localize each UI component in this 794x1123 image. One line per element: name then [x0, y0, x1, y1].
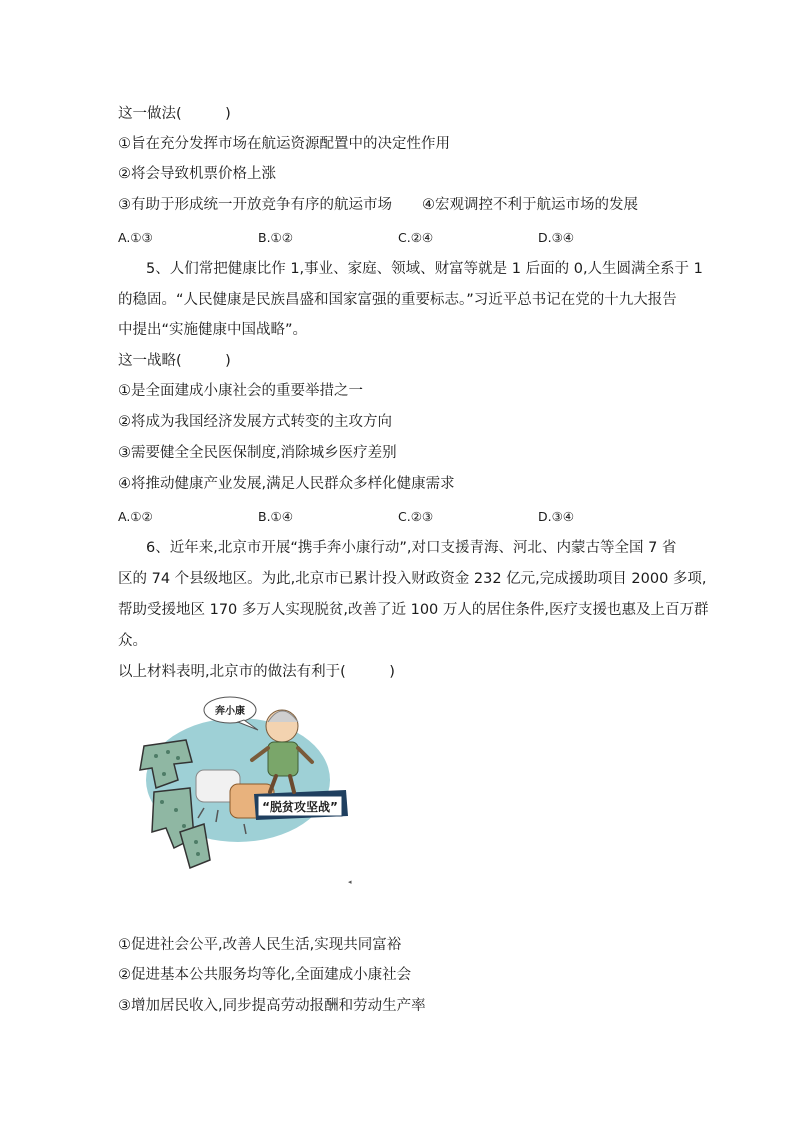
- bubble-text: 奔小康: [215, 706, 245, 717]
- q5-stem-line-2: 的稳固。“人民健康是民族昌盛和国家富强的重要标志。”习近平总书记在党的十九大报告: [118, 292, 677, 308]
- q4-item-3: ③有助于形成统一开放竞争有序的航运市场: [118, 197, 392, 213]
- q6-stem-line-4: 众。: [118, 633, 147, 649]
- q4-option-c[interactable]: C.②④: [398, 230, 434, 245]
- q4-option-d[interactable]: D.③④: [538, 230, 575, 245]
- q4-item-4: ④宏观调控不利于航运市场的发展: [422, 197, 638, 213]
- q6-item-2: ②促进基本公共服务均等化,全面建成小康社会: [118, 967, 412, 983]
- q5-option-b[interactable]: B.①④: [258, 509, 293, 524]
- q5-question: 这一战略( ): [118, 353, 231, 369]
- banner-text: “脱贫攻坚战”: [262, 800, 338, 814]
- battle-banner: [254, 790, 348, 820]
- q5-item-2: ②将成为我国经济发展方式转变的主攻方向: [118, 414, 392, 430]
- q5-item-3: ③需要健全全民医保制度,消除城乡医疗差别: [118, 445, 397, 461]
- q4-option-a[interactable]: A.①③: [118, 230, 153, 245]
- q6-stem-line-1: 6、近年来,北京市开展“携手奔小康行动”,对口支援青海、河北、内蒙古等全国 7 省: [146, 540, 677, 556]
- q6-stem-line-3: 帮助受援地区 170 多万人实现脱贫,改善了近 100 万人的居住条件,医疗支援也惠及上百万群: [118, 602, 709, 618]
- q4-item-2: ②将会导致机票价格上涨: [118, 166, 276, 182]
- q4-option-b[interactable]: B.①②: [258, 230, 293, 245]
- q5-item-4: ④将推动健康产业发展,满足人民群众多样化健康需求: [118, 476, 455, 492]
- q4-stem-end: 这一做法( ): [118, 106, 231, 122]
- q5-stem-line-3: 中提出“实施健康中国战略”。: [118, 322, 308, 338]
- q4-item-1: ①旨在充分发挥市场在航运资源配置中的决定性作用: [118, 136, 450, 152]
- q5-option-a[interactable]: A.①②: [118, 509, 153, 524]
- q5-item-1: ①是全面建成小康社会的重要举措之一: [118, 383, 363, 399]
- cartoon-svg: [134, 692, 354, 892]
- q5-option-c[interactable]: C.②③: [398, 509, 434, 524]
- q5-option-d[interactable]: D.③④: [538, 509, 575, 524]
- corner-mark: ◂: [348, 878, 352, 886]
- q6-stem-line-2: 区的 74 个县级地区。为此,北京市已累计投入财政资金 232 亿元,完成援助项目 2000 多项,: [118, 571, 707, 587]
- q6-question: 以上材料表明,北京市的做法有利于( ): [118, 664, 395, 680]
- poverty-alleviation-cartoon: [134, 692, 354, 892]
- q6-item-3: ③增加居民收入,同步提高劳动报酬和劳动生产率: [118, 998, 426, 1014]
- q5-stem-line-1: 5、人们常把健康比作 1,事业、家庭、领域、财富等就是 1 后面的 0,人生圆满全系于 1: [146, 261, 703, 277]
- q6-item-1: ①促进社会公平,改善人民生活,实现共同富裕: [118, 937, 402, 953]
